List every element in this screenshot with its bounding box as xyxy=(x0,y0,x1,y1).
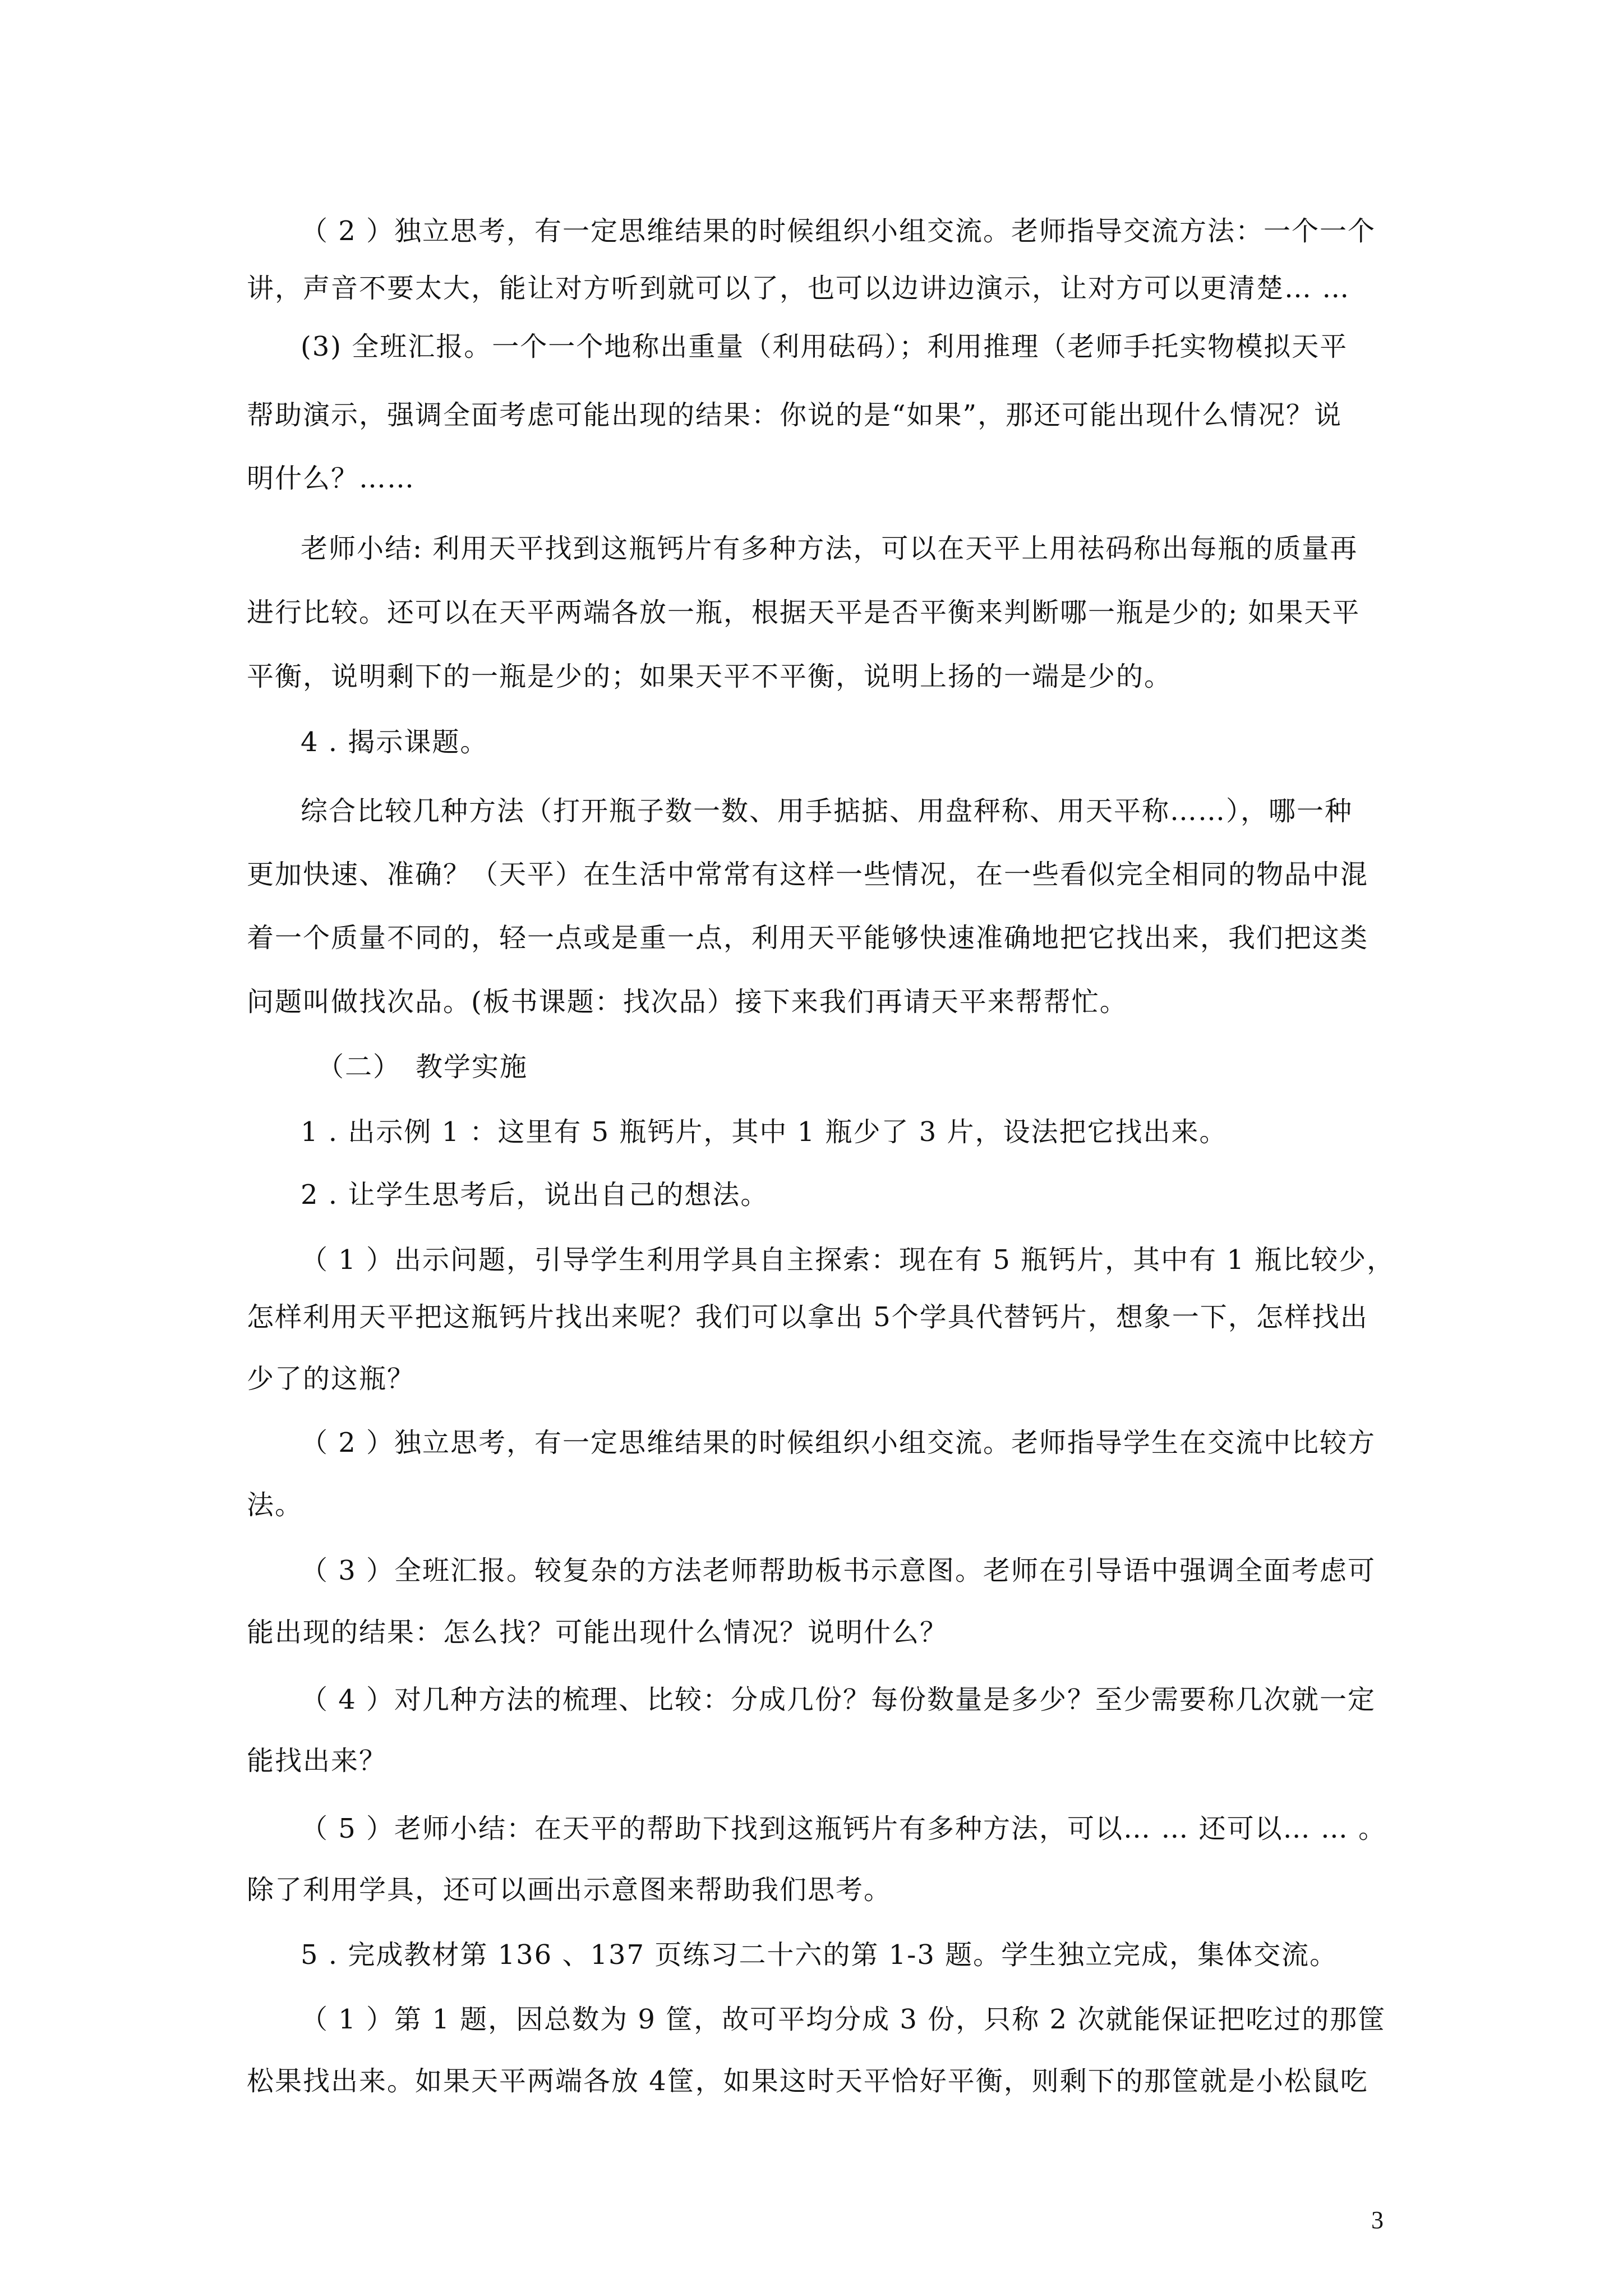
paragraph-line: 1 . 出示例 1 ：这里有 5 瓶钙片，其中 1 瓶少了 3 片，设法把它找出来。 xyxy=(301,1116,1228,1148)
paragraph-line: （ 1 ）出示问题，引导学生利用学具自主探索：现在有 5 瓶钙片，其中有 1 瓶比较少， xyxy=(301,1244,1395,1276)
paragraph-line: 帮助演示，强调全面考虑可能出现的结果：你说的是“如果”，那还可能出现什么情况？说 xyxy=(247,399,1343,431)
paragraph-line: （ 2 ）独立思考，有一定思维结果的时候组织小组交流。老师指导学生在交流中比较方 xyxy=(301,1427,1376,1458)
paragraph-line: （ 4 ）对几种方法的梳理、比较：分成几份？每份数量是多少？至少需要称几次就一定 xyxy=(301,1684,1376,1715)
section-heading: （二） 教学实施 xyxy=(317,1051,528,1083)
paragraph-line: 讲，声音不要太大，能让对方听到就可以了，也可以边讲边演示，让对方可以更清楚… … xyxy=(247,273,1350,304)
paragraph-line: 着一个质量不同的，轻一点或是重一点，利用天平能够快速准确地把它找出来，我们把这类 xyxy=(247,922,1369,954)
paragraph-line: 更加快速、准确？（天平）在生活中常常有这样一些情况，在一些看似完全相同的物品中混 xyxy=(247,859,1369,890)
paragraph-line: （ 2 ）独立思考，有一定思维结果的时候组织小组交流。老师指导交流方法：一个一个 xyxy=(301,215,1376,247)
paragraph-line: 能找出来？ xyxy=(247,1745,388,1777)
paragraph-line: （ 5 ）老师小结：在天平的帮助下找到这瓶钙片有多种方法，可以… … 还可以… … 。 xyxy=(301,1813,1387,1844)
paragraph-line: 4 . 揭示课题。 xyxy=(301,726,488,758)
paragraph-line: 2 . 让学生思考后，说出自己的想法。 xyxy=(301,1179,769,1211)
paragraph-line: 综合比较几种方法（打开瓶子数一数、用手掂掂、用盘秤称、用天平称……），哪一种 xyxy=(301,795,1353,827)
paragraph-line: （ 1 ）第 1 题，因总数为 9 筐，故可平均分成 3 份，只称 2 次就能保证把吃过的那筐 xyxy=(301,2004,1386,2035)
paragraph-line: 老师小结: 利用天平找到这瓶钙片有多种方法，可以在天平上用祛码称出每瓶的质量再 xyxy=(301,533,1358,564)
paragraph-line: 5 . 完成教材第 136 、137 页练习二十六的第 1-3 题。学生独立完成，集体交流。 xyxy=(301,1939,1338,1971)
paragraph-line: 法。 xyxy=(247,1489,303,1521)
paragraph-line: 少了的这瓶？ xyxy=(247,1363,416,1395)
paragraph-line: （ 3 ）全班汇报。较复杂的方法老师帮助板书示意图。老师在引导语中强调全面考虑可 xyxy=(301,1555,1376,1586)
paragraph-line: 能出现的结果：怎么找？可能出现什么情况？说明什么？ xyxy=(247,1617,948,1648)
paragraph-line: 怎样利用天平把这瓶钙片找出来呢？我们可以拿出 5个学具代替钙片，想象一下，怎样找出 xyxy=(247,1301,1368,1333)
paragraph-line: 平衡，说明剩下的一瓶是少的；如果天平不平衡，说明上扬的一端是少的。 xyxy=(247,661,1173,692)
paragraph-line: 进行比较。还可以在天平两端各放一瓶，根据天平是否平衡来判断哪一瓶是少的; 如果天平 xyxy=(247,597,1361,628)
paragraph-line: 除了利用学具，还可以画出示意图来帮助我们思考。 xyxy=(247,1874,892,1906)
paragraph-line: 松果找出来。如果天平两端各放 4筐，如果这时天平恰好平衡，则剩下的那筐就是小松鼠吃 xyxy=(247,2065,1368,2097)
paragraph-line: (3) 全班汇报。一个一个地称出重量（利用砝码）；利用推理（老师手托实物模拟天平 xyxy=(301,331,1348,362)
page-number: 3 xyxy=(1371,2206,1384,2234)
paragraph-line: 问题叫做找次品。(板书课题：找次品）接下来我们再请天平来帮帮忙。 xyxy=(247,986,1128,1018)
paragraph-line: 明什么？…… xyxy=(247,463,416,494)
